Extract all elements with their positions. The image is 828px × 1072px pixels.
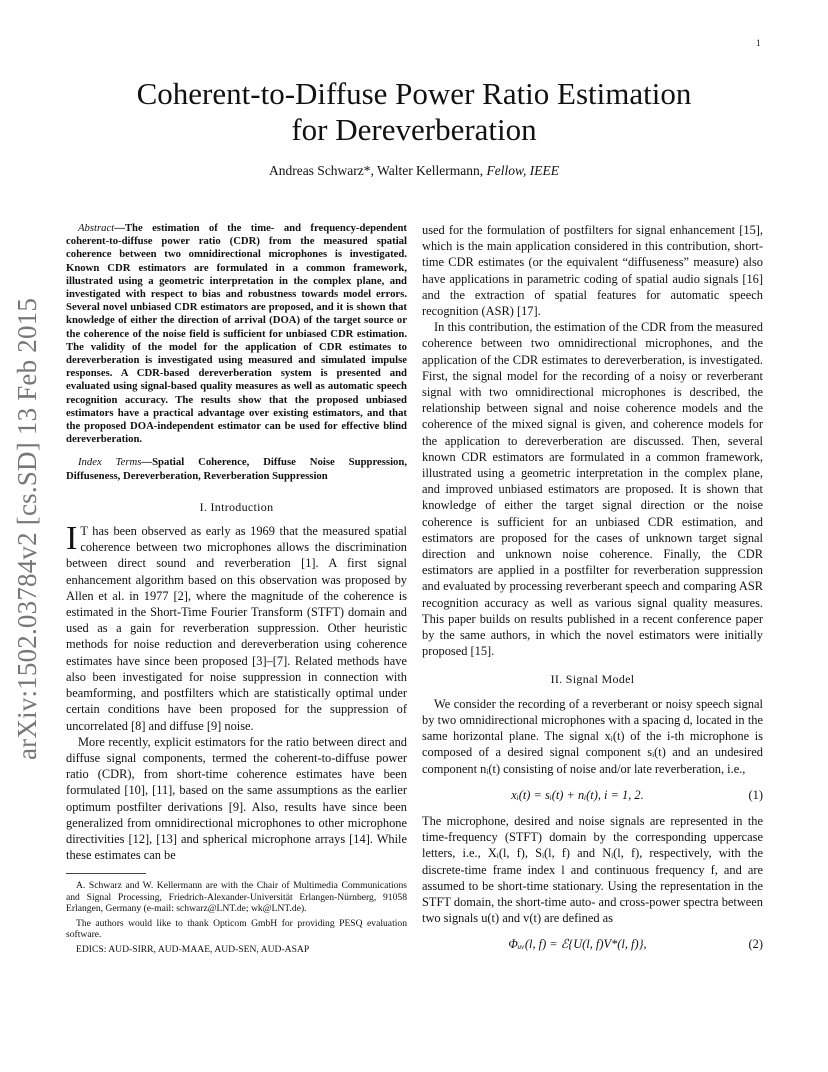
paper-title: [0, 76, 828, 148]
footnote-acknowledgement: The authors would like to thank Opticom GmbH for providing PESQ evaluation software.: [66, 917, 407, 941]
index-terms: [66, 456, 407, 482]
index-terms-lead: Index Terms: [78, 456, 142, 469]
footnote-divider: [66, 873, 146, 874]
footnote-edics: EDICS: AUD-SIRR, AUD-MAAE, AUD-SEN, AUD-ASAP: [76, 943, 310, 955]
intro-paragraph-2: More recently, explicit estimators for the ratio between direct and diffuse signal components, termed the coherent-to-diffuse power ratio (CDR), from short-time coherence estimates have been formulated [10], [11], based on the same assumptions as the earlier optimum postfilter derivations [9]. Also, results have since been generalized from omnidirectional microphones to other microphone directivities [12], [13] and spherical microphone arrays [14]. While these estimates can be: [66, 734, 407, 863]
equation-2-formula: Φᵤᵥ(l, f) = ℰ{U(l, f)V*(l, f)},: [508, 937, 647, 952]
section-heading-introduction: I. Introduction: [199, 499, 274, 514]
drop-cap: I: [66, 520, 78, 558]
arxiv-identifier-stamp: arXiv:1502.03784v2 [cs.SD] 13 Feb 2015: [12, 297, 42, 760]
equation-1-formula: xᵢ(t) = sᵢ(t) + nᵢ(t), i = 1, 2.: [511, 787, 644, 802]
abstract: [66, 222, 407, 446]
intro-paragraph-1-text: T has been observed as early as 1969 that the measured spatial coherence between two microphones allows the discrimination between direct sound and reverberation [1]. A first signal enhancement algorithm based on this observation was proposed by Allen et al. in 1977 [2], where the magnitude of the coherence is estimated in the Short-Time Fourier Transform (STFT) domain and used as a gain for reverberation suppression. Other heuristic methods for noise reduction and dereverberation using coherence estimates have since been proposed [3]–[7]. Related methods have also been investigated for noise suppression in connection with beamforming, and postfilters which are statistically optimal under certain conditions have been proposed for the suppression of uncorrelated [8] and diffuse [9] noise.: [66, 524, 407, 733]
right-paragraph-2: In this contribution, the estimation of the CDR from the measured coherence between two omnidirectional microphones, and the application of the CDR estimates to dereverberation, is investigated. First, the signal model for the recording of a noisy or reverberant signal with two omnidirectional microphones is described, the relationship between signal and noise coherence models and the coherence of the mixed signal is given, and coherence models for the application to dereverberation are discussed. Then, several known CDR estimators are formulated in a common framework, illustrated using a geometric interpretation in the complex plane, and improved unbiased estimators are proposed. It is shown that knowledge of either the target signal direction or the noise coherence is sufficient for an unbiased CDR estimation, and estimators are proposed for the cases of unknown target signal direction and unknown noise coherence. Finally, the CDR estimators are applied in a postfilter for reverberation suppression and evaluated by processing reverberant speech and comparing ASR recognition accuracy as well as various signal quality measures. This paper builds on results published in a recent conference paper by the same authors, in which the novel estimators were initially proposed [15].: [422, 320, 763, 659]
abstract-text: —The estimation of the time- and frequency-dependent coherent-to-diffuse power ratio (CDR) from the measured spatial coherence between two omnidirectional microphones is investigated. Known CDR estimators are formulated in a common framework, illustrated using a geometric interpretation in the complex plane, and investigated with respect to bias and robustness towards model errors. Several novel unbiased CDR estimators are proposed, and it is shown that knowledge of either the direction of arrival (DOA) of the target source or the coherence of the noise field is sufficient for unbiased CDR estimation. The validity of the model for the application of CDR estimates to dereverberation is investigated using measured and simulated impulse responses. A CDR-based dereverberation system is presented and evaluated using signal-based quality measures as well as automatic speech recognition accuracy. The results show that the proposed unbiased estimators have a practical advantage over existing estimators, and that the proposed DOA-independent estimator can be used for effective blind dereverberation.: [66, 222, 407, 446]
right-column: [422, 222, 763, 963]
equation-1: [422, 787, 763, 803]
title-line-2: for Dereverberation: [291, 112, 537, 147]
section-heading-signal-model: II. Signal Model: [550, 672, 635, 687]
equation-1-number: (1): [748, 787, 763, 802]
author-names: Andreas Schwarz*, Walter Kellermann,: [268, 163, 487, 178]
equation-2-number: (2): [748, 937, 763, 952]
footnote-affiliation: A. Schwarz and W. Kellermann are with the Chair of Multimedia Communications and Signal Processing, Friedrich-Alexander-Universität Erlangen-Nürnberg, 91058 Erlangen, Germany (e-mail: schwarz@LNT.de; wk@LNT.de).: [66, 880, 407, 915]
left-column: [66, 222, 407, 958]
footnotes: [66, 880, 407, 955]
abstract-lead: Abstract: [78, 222, 115, 234]
equation-2: [422, 936, 763, 952]
title-line-1: Coherent-to-Diffuse Power Ratio Estimation: [136, 76, 692, 111]
page-number: 1: [756, 38, 761, 48]
right-paragraph-1: used for the formulation of postfilters for signal enhancement [15], which is the main application considered in this contribution, short-time CDR estimates (or the equivalent “diffuseness” measure) also have applications in parametric coding of spatial audio signals [16] and the extraction of spatial features for automatic speech recognition (ASR) [17].: [422, 223, 763, 319]
signal-model-paragraph-2: The microphone, desired and noise signals are represented in the time-frequency (STFT) domain by the corresponding uppercase letters, i.e., Xᵢ(l, f), Sᵢ(l, f) and Nᵢ(l, f), respectively, with the discrete-time frame index l and continuous frequency f, and are assumed to be short-time stationary. Using the representation in the STFT domain, the short-time auto- and cross-power spectra between two signals u(t) and v(t) are defined as: [422, 813, 763, 926]
author-fellow-title: Fellow, IEEE: [486, 163, 560, 178]
author-line: [0, 163, 828, 179]
signal-model-paragraph-1: We consider the recording of a reverberant or noisy speech signal by two omnidirectional microphones with a spacing d, located in the same horizontal plane. The signal xᵢ(t) of the i-th microphone is composed of a desired signal component sᵢ(t) and an undesired component nᵢ(t) consisting of noise and/or late reverberation, i.e.,: [422, 696, 763, 776]
index-terms-text: —Spatial Coherence, Diffuse Noise Suppression, Diffuseness, Dereverberation, Reverberation Suppression: [66, 456, 407, 482]
intro-paragraph-1: [66, 520, 407, 734]
